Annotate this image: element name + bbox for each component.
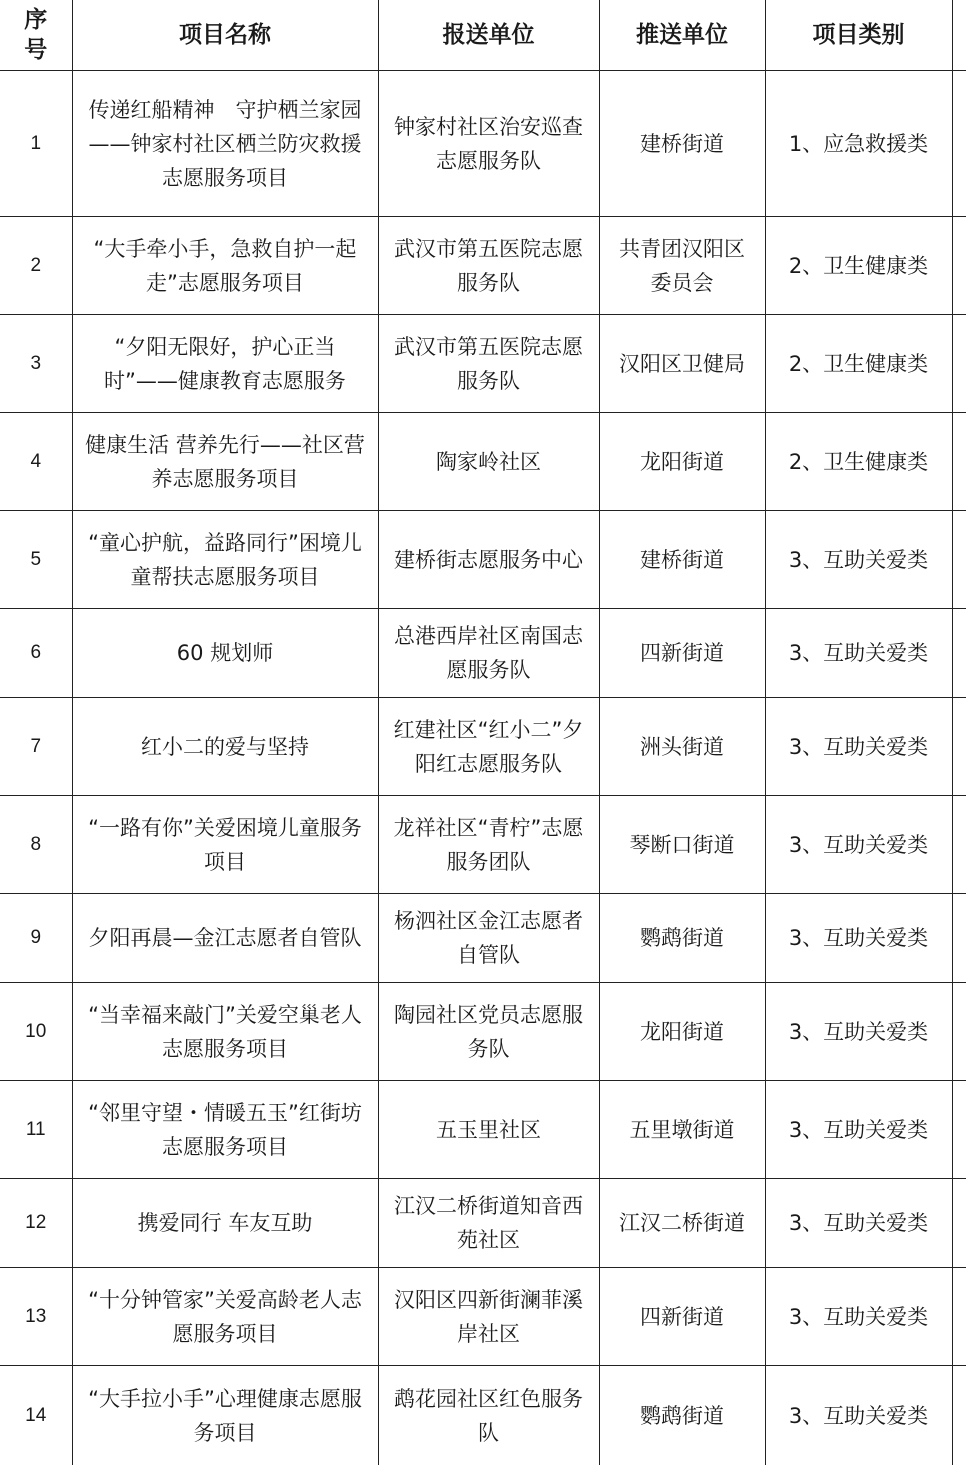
cell-serial-number: 2 bbox=[0, 217, 72, 315]
cell-project-category: 2、卫生健康类 bbox=[765, 217, 952, 315]
cell-serial-number: 3 bbox=[0, 315, 72, 413]
cell-serial-number: 7 bbox=[0, 698, 72, 796]
cell-project-category: 3、互助关爱类 bbox=[765, 1366, 952, 1465]
table-row bbox=[0, 217, 966, 315]
table-row bbox=[0, 698, 966, 796]
table-row bbox=[0, 413, 966, 511]
cell-recommending-unit: 建桥街道 bbox=[599, 71, 765, 217]
cell-project-category: 3、互助关爱类 bbox=[765, 609, 952, 698]
cell-serial-number: 13 bbox=[0, 1268, 72, 1366]
cell-recommending-unit: 江汉二桥街道 bbox=[599, 1179, 765, 1268]
cell-project-category: 3、互助关爱类 bbox=[765, 796, 952, 894]
cell-extra bbox=[952, 71, 966, 217]
cell-project-category: 3、互助关爱类 bbox=[765, 894, 952, 983]
cell-submitting-unit: 武汉市第五医院志愿服务队 bbox=[378, 315, 599, 413]
table-row bbox=[0, 1179, 966, 1268]
header-project-category: 项目类别 bbox=[765, 0, 952, 71]
table-row bbox=[0, 71, 966, 217]
cell-project-name: “大手牵小手，急救自护一起走”志愿服务项目 bbox=[72, 217, 378, 315]
cell-extra bbox=[952, 1366, 966, 1465]
cell-project-category: 2、卫生健康类 bbox=[765, 315, 952, 413]
cell-submitting-unit: 龙祥社区“青柠”志愿服务团队 bbox=[378, 796, 599, 894]
cell-serial-number: 14 bbox=[0, 1366, 72, 1465]
header-serial-number: 序 号 bbox=[0, 0, 72, 71]
cell-submitting-unit: 鹉花园社区红色服务队 bbox=[378, 1366, 599, 1465]
cell-extra bbox=[952, 511, 966, 609]
cell-project-name: “十分钟管家”关爱高龄老人志愿服务项目 bbox=[72, 1268, 378, 1366]
table-row bbox=[0, 983, 966, 1081]
cell-submitting-unit: 陶园社区党员志愿服务队 bbox=[378, 983, 599, 1081]
cell-extra bbox=[952, 1179, 966, 1268]
cell-extra bbox=[952, 698, 966, 796]
cell-extra bbox=[952, 315, 966, 413]
table-row bbox=[0, 609, 966, 698]
table-row bbox=[0, 1366, 966, 1465]
cell-recommending-unit: 龙阳街道 bbox=[599, 413, 765, 511]
cell-extra bbox=[952, 796, 966, 894]
cell-recommending-unit: 建桥街道 bbox=[599, 511, 765, 609]
cell-recommending-unit: 琴断口街道 bbox=[599, 796, 765, 894]
cell-project-name: 夕阳再晨—金江志愿者自管队 bbox=[72, 894, 378, 983]
cell-submitting-unit: 汉阳区四新街澜菲溪岸社区 bbox=[378, 1268, 599, 1366]
cell-recommending-unit: 共青团汉阳区委员会 bbox=[599, 217, 765, 315]
cell-submitting-unit: 陶家岭社区 bbox=[378, 413, 599, 511]
cell-project-category: 3、互助关爱类 bbox=[765, 1081, 952, 1179]
cell-project-name: “大手拉小手”心理健康志愿服务项目 bbox=[72, 1366, 378, 1465]
cell-serial-number: 6 bbox=[0, 609, 72, 698]
cell-project-category: 3、互助关爱类 bbox=[765, 698, 952, 796]
cell-project-name: “当幸福来敲门”关爱空巢老人志愿服务项目 bbox=[72, 983, 378, 1081]
cell-submitting-unit: 江汉二桥街道知音西苑社区 bbox=[378, 1179, 599, 1268]
cell-project-category: 3、互助关爱类 bbox=[765, 983, 952, 1081]
cell-project-category: 3、互助关爱类 bbox=[765, 511, 952, 609]
cell-submitting-unit: 武汉市第五医院志愿服务队 bbox=[378, 217, 599, 315]
cell-submitting-unit: 五玉里社区 bbox=[378, 1081, 599, 1179]
header-extra-column bbox=[952, 0, 966, 71]
cell-serial-number: 4 bbox=[0, 413, 72, 511]
cell-extra bbox=[952, 609, 966, 698]
cell-recommending-unit: 鹦鹉街道 bbox=[599, 1366, 765, 1465]
cell-serial-number: 10 bbox=[0, 983, 72, 1081]
header-submitting-unit: 报送单位 bbox=[378, 0, 599, 71]
table-row bbox=[0, 1081, 966, 1179]
cell-serial-number: 5 bbox=[0, 511, 72, 609]
cell-extra bbox=[952, 1081, 966, 1179]
cell-recommending-unit: 四新街道 bbox=[599, 1268, 765, 1366]
table-row bbox=[0, 796, 966, 894]
cell-project-category: 2、卫生健康类 bbox=[765, 413, 952, 511]
cell-submitting-unit: 红建社区“红小二”夕阳红志愿服务队 bbox=[378, 698, 599, 796]
cell-extra bbox=[952, 217, 966, 315]
cell-project-name: “夕阳无限好，护心正当时”——健康教育志愿服务 bbox=[72, 315, 378, 413]
cell-recommending-unit: 洲头街道 bbox=[599, 698, 765, 796]
cell-project-name: 携爱同行 车友互助 bbox=[72, 1179, 378, 1268]
cell-recommending-unit: 五里墩街道 bbox=[599, 1081, 765, 1179]
header-recommending-unit: 推送单位 bbox=[599, 0, 765, 71]
header-project-name: 项目名称 bbox=[72, 0, 378, 71]
cell-project-name: 传递红船精神 守护栖兰家园——钟家村社区栖兰防灾救援志愿服务项目 bbox=[72, 71, 378, 217]
cell-serial-number: 12 bbox=[0, 1179, 72, 1268]
cell-recommending-unit: 汉阳区卫健局 bbox=[599, 315, 765, 413]
cell-submitting-unit: 总港西岸社区南国志愿服务队 bbox=[378, 609, 599, 698]
cell-serial-number: 9 bbox=[0, 894, 72, 983]
cell-recommending-unit: 鹦鹉街道 bbox=[599, 894, 765, 983]
cell-extra bbox=[952, 413, 966, 511]
cell-submitting-unit: 杨泗社区金江志愿者自管队 bbox=[378, 894, 599, 983]
cell-submitting-unit: 钟家村社区治安巡查志愿服务队 bbox=[378, 71, 599, 217]
table-row bbox=[0, 315, 966, 413]
cell-serial-number: 11 bbox=[0, 1081, 72, 1179]
cell-recommending-unit: 四新街道 bbox=[599, 609, 765, 698]
cell-project-name: “童心护航，益路同行”困境儿童帮扶志愿服务项目 bbox=[72, 511, 378, 609]
cell-project-name: “邻里守望・情暖五玉”红街坊志愿服务项目 bbox=[72, 1081, 378, 1179]
cell-submitting-unit: 建桥街志愿服务中心 bbox=[378, 511, 599, 609]
table-row bbox=[0, 894, 966, 983]
cell-serial-number: 8 bbox=[0, 796, 72, 894]
cell-project-category: 1、应急救援类 bbox=[765, 71, 952, 217]
table-header-row bbox=[0, 0, 966, 71]
table-row bbox=[0, 511, 966, 609]
table-row bbox=[0, 1268, 966, 1366]
cell-project-name: 健康生活 营养先行——社区营养志愿服务项目 bbox=[72, 413, 378, 511]
cell-project-name: 60 规划师 bbox=[72, 609, 378, 698]
cell-project-category: 3、互助关爱类 bbox=[765, 1179, 952, 1268]
cell-project-name: “一路有你”关爱困境儿童服务项目 bbox=[72, 796, 378, 894]
cell-serial-number: 1 bbox=[0, 71, 72, 217]
cell-project-category: 3、互助关爱类 bbox=[765, 1268, 952, 1366]
cell-recommending-unit: 龙阳街道 bbox=[599, 983, 765, 1081]
cell-extra bbox=[952, 983, 966, 1081]
cell-extra bbox=[952, 894, 966, 983]
cell-project-name: 红小二的爱与坚持 bbox=[72, 698, 378, 796]
cell-extra bbox=[952, 1268, 966, 1366]
